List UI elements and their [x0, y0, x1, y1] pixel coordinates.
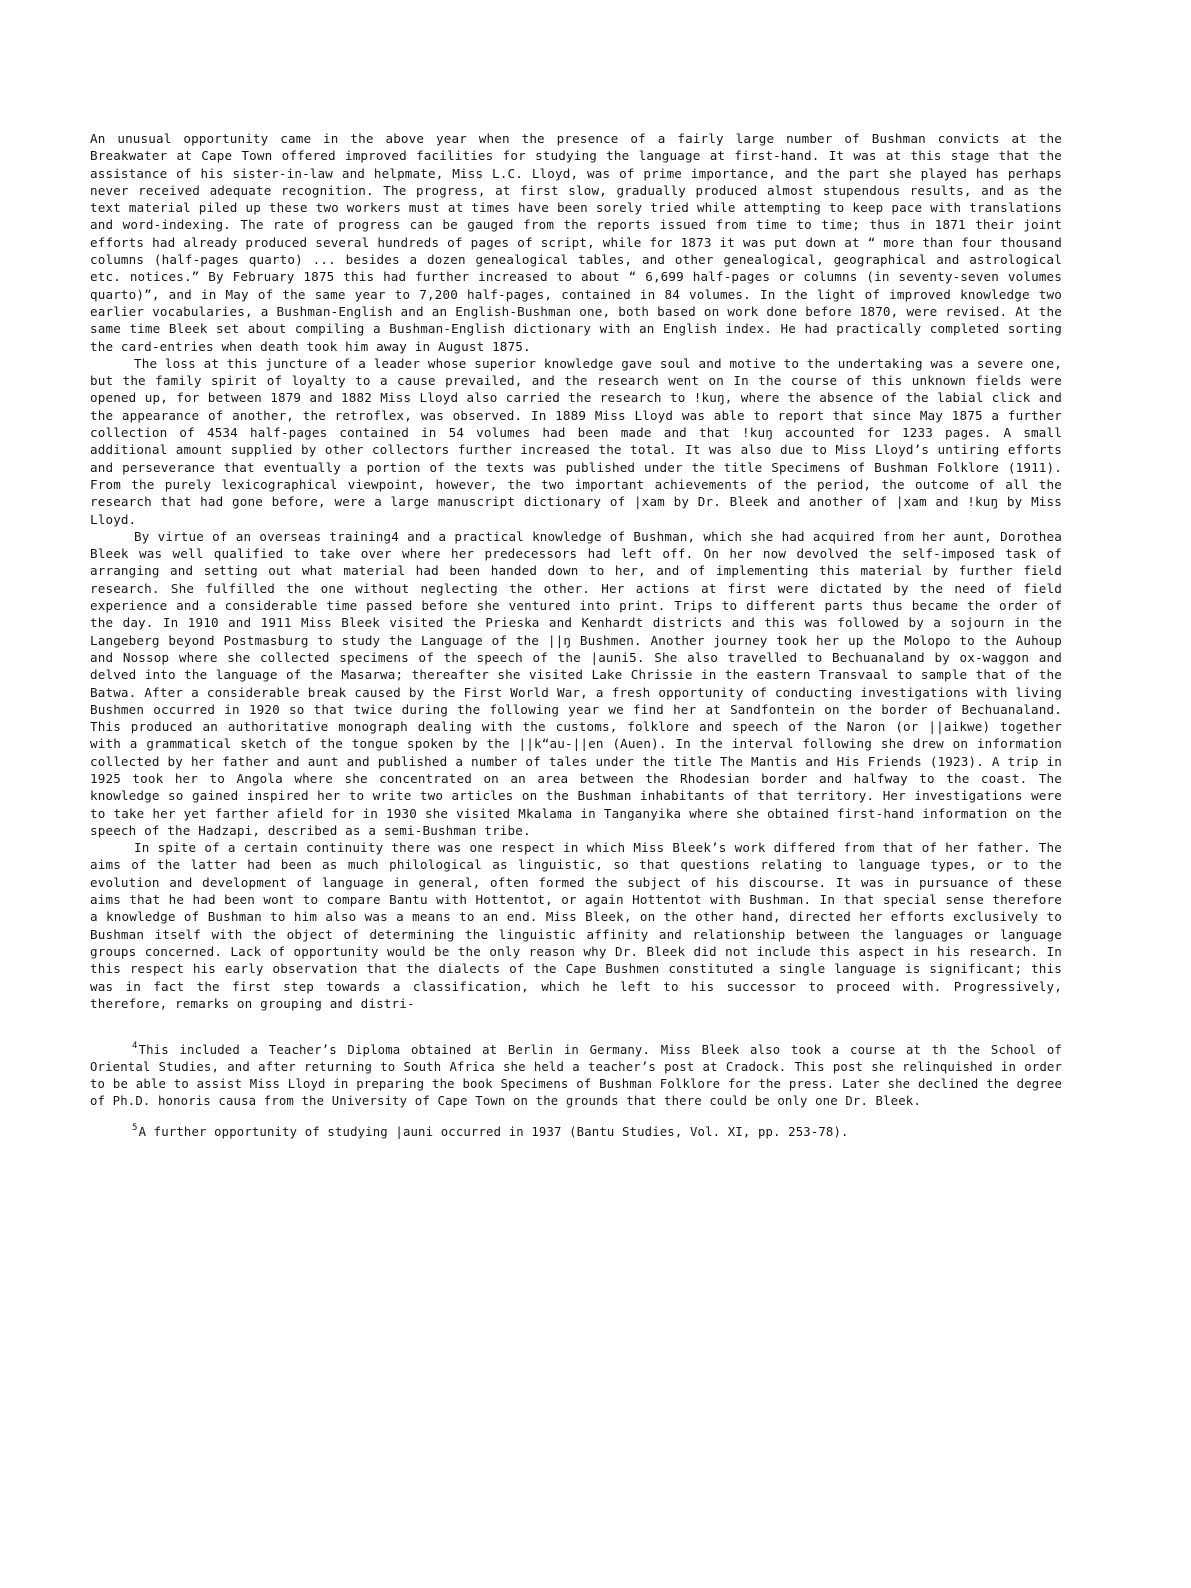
- paragraph: The loss at this juncture of a leader whose superior knowledge gave soul and motive to the undertaking was a severe one, but the family spirit of loyalty to a cause prevailed, and the research went on In the course of this unknown fields were opened up, for between 1879 and 1882 Miss Lloyd also carried the research to !kuŋ, where the absence of the labial click and the appearance of another, the retroflex, was observed. In 1889 Miss Lloyd was able to report that since May 1875 a further collection of 4534 half-pages contained in 54 volumes had been made and that !kuŋ accounted for 1233 pages. A small additional amount supplied by other collectors further increased the total. It was also due to Miss Lloyd’s untiring efforts and perseverance that eventually a portion of the texts was published under the title Specimens of Bushman Folklore (1911). From the purely lexicographical viewpoint, however, the two important achievements of the period, the outcome of all the research that had gone before, were a large manuscript dictionary of |xam by Dr. Bleek and another of |xam and !kuŋ by Miss Lloyd.: [90, 355, 1062, 527]
- document-page: [90, 130, 1062, 1141]
- paragraph: In spite of a certain continuity there was one respect in which Miss Bleek’s work differed from that of her father. The aims of the latter had been as much philological as linguistic, so that questions relating to language types, or to the evolution and development of language in general, often formed the subject of his discourse. It was in pursuance of these aims that he had been wont to compare Bantu with Hottentot, or again Hottentot with Bushman. In that special sense therefore a knowledge of Bushman to him also was a means to an end. Miss Bleek, on the other hand, directed her efforts exclusively to Bushman itself with the object of determining the linguistic affinity and relationship between the languages or language groups concerned. Lack of opportunity would be the only reason why Dr. Bleek did not include this aspect in his research. In this respect his early observation that the dialects of the Cape Bushmen constituted a single language is significant; this was in fact the first step towards a classification, which he left to his successor to proceed with. Progressively, therefore, remarks on grouping and distri-: [90, 840, 1062, 1011]
- footnote-mark: 5: [132, 1123, 138, 1134]
- paragraph: An unusual opportunity came in the above year when the presence of a fairly large number of Bushman convicts at the Breakwater at Cape Town offered improved facilities for studying the language at first-hand. It was at this stage that the assistance of his sister-in-law and helpmate, Miss L.C. Lloyd, was of prime importance, and the part she played has perhaps never received adequate recognition. The progress, at first slow, gradually produced almost stupendous results, and as the text material piled up these two workers must at times have been sorely tried while attempting to keep pace with translations and word-indexing. The rate of progress can be gauged from the reports issued from time to time; thus in 1871 their joint efforts had already produced several hundreds of pages of script, while for 1873 it was put down at “ more than four thousand columns (half-pages quarto) ... besides a dozen genealogical tables, and other genealogical, geographical and astrological etc. notices.” By February 1875 this had further increased to about “ 6,699 half-pages or columns (in seventy-seven volumes quarto)”, and in May of the same year to 7,200 half-pages, contained in 84 volumes. In the light of improved knowledge two earlier vocabularies, a Bushman-English and an English-Bushman one, both based on work done before 1870, were revised. At the same time Bleek set about compiling a Bushman-English dictionary with an English index. He had practically completed sorting the card-entries when death took him away in August 1875.: [90, 131, 1062, 354]
- footnote: [90, 1124, 1062, 1141]
- body-text: [90, 130, 1062, 1012]
- footnote: [90, 1042, 1062, 1110]
- footnotes: [90, 1042, 1062, 1141]
- paragraph: By virtue of an overseas training4 and a practical knowledge of Bushman, which she had acquired from her aunt, Dorothea Bleek was well qualified to take over where her predecessors had left off. On her now devolved the self-imposed task of arranging and setting out what material had been handed down to her, and of implementing this material by further field research. She fulfilled the one without neglecting the other. Her actions at first were dictated by the need of field experience and a considerable time passed before she ventured into print. Trips to different parts thus became the order of the day. In 1910 and 1911 Miss Bleek visited the Prieska and Kenhardt districts and this was followed by a sojourn in the Langeberg beyond Postmasburg to study the Language of the ||ŋ Bushmen. Another journey took her up the Molopo to the Auhoup and Nossop where she collected specimens of the speech of the |auni5. She also travelled to Bechuanaland by ox-waggon and delved into the language of the Masarwa; thereafter she visited Lake Chrissie in the eastern Transvaal to sample that of the Batwa. After a considerable break caused by the First World War, a fresh opportunity of conducting investigations with living Bushmen occurred in 1920 so that twice during the following year we find her at Sandfontein on the border of Bechuanaland. This produced an authoritative monograph dealing with the customs, folklore and speech of the Naron (or ||aikwe) together with a grammatical sketch of the tongue spoken by the ||k“au-||en (Auen). In the interval following she drew on information collected by her father and aunt and published a number of tales under the title The Mantis and His Friends (1923). A trip in 1925 took her to Angola where she concentrated on an area between the Rhodesian border and halfway to the coast. The knowledge so gained inspired her to write two articles on the Bushman inhabitants of that territory. Her investigations were to take her yet farther afield for in 1930 she visited Mkalama in Tanganyika where she obtained first-hand information on the speech of the Hadzapi, described as a semi-Bushman tribe.: [90, 528, 1062, 838]
- footnote-text: This included a Teacher’s Diploma obtained at Berlin in Germany. Miss Bleek also took a course at th the School of Oriental Studies, and after returning to South Africa she held a teacher’s post at Cradock. This post she relinquished in order to be able to assist Miss Lloyd in preparing the book Specimens of Bushman Folklore for the press. Later she declined the degree of Ph.D. honoris causa from the University of Cape Town on the grounds that there could be only one Dr. Bleek.: [90, 1043, 1062, 1109]
- footnote-mark: 4: [132, 1041, 138, 1052]
- footnote-text: A further opportunity of studying |auni occurred in 1937 (Bantu Studies, Vol. XI, pp. 253-78).: [138, 1125, 849, 1140]
